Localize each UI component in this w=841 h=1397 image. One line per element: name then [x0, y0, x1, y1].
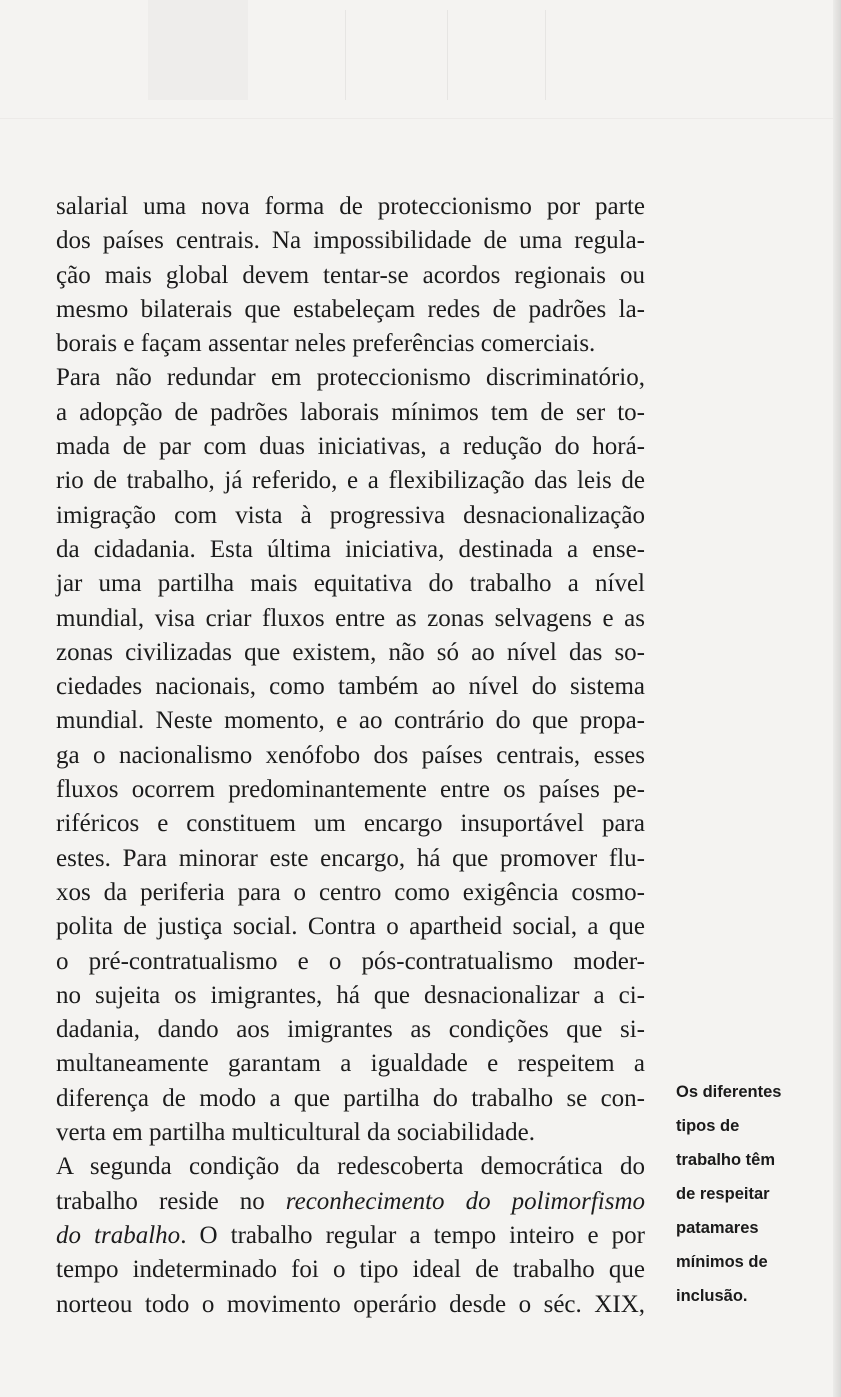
ghost-rule [0, 118, 841, 119]
margin-note-line: patamares [676, 1219, 759, 1237]
text-line: rio de trabalho, já referido, e a flexibilização das leis de [56, 467, 645, 495]
text-line: a adopção de padrões laborais mínimos tem de ser to- [56, 398, 645, 426]
text-line [56, 1219, 645, 1253]
text-line: Para não redundar em proteccionismo discriminatório, [56, 364, 645, 392]
text-line: ção mais global devem tentar-se acordos regionais ou [56, 261, 645, 289]
text-line: polita de justiça social. Contra o apartheid social, a que [56, 913, 645, 941]
ghost-block [148, 0, 248, 100]
text-line: da cidadania. Esta última iniciativa, destinada a ense- [56, 535, 645, 563]
margin-note-line: mínimos de [676, 1253, 768, 1271]
ghost-divider [545, 10, 546, 100]
body-text [56, 190, 645, 1322]
text-line: estes. Para minorar este encargo, há que promover flu- [56, 844, 645, 872]
reverse-page-show-through [0, 0, 841, 130]
emphasis-text: reconhecimento do polimorfismo [285, 1187, 645, 1215]
text-line: xos da periferia para o centro como exigência cosmo- [56, 878, 645, 906]
text-line: A segunda condição da redescoberta democrática do [56, 1153, 645, 1181]
text-line: salarial uma nova forma de proteccionismo por parte [56, 193, 645, 220]
margin-note-line: Os diferentes [676, 1083, 782, 1101]
text-line: mada de par com duas iniciativas, a redução do horá- [56, 433, 645, 461]
ghost-divider [345, 10, 346, 100]
text-line: riféricos e constituem um encargo insuportável para [56, 810, 645, 838]
text-line: mundial. Neste momento, e ao contrário do que propa- [56, 707, 645, 735]
text-line [56, 1185, 645, 1219]
margin-note-line: inclusão. [676, 1287, 748, 1305]
text-line: no sujeita os imigrantes, há que desnacionalizar a ci- [56, 981, 645, 1009]
text-line: mundial, visa criar fluxos entre as zonas selvagens e as [56, 604, 645, 632]
text-line: borais e façam assentar neles preferências comerciais. [56, 330, 596, 358]
text-line: imigração com vista à progressiva desnacionalização [56, 501, 645, 529]
page-edge-shadow [833, 0, 841, 1397]
text-line: dos países centrais. Na impossibilidade de uma regula- [56, 227, 645, 255]
text-line: o pré-contratualismo e o pós-contratualismo moder- [56, 947, 645, 975]
margin-note-line: de respeitar [676, 1185, 770, 1203]
text-line: tempo indeterminado foi o tipo ideal de trabalho que [56, 1256, 645, 1284]
text-line: ga o nacionalismo xenófobo dos países centrais, esses [56, 741, 645, 769]
margin-note-line: tipos de [676, 1117, 740, 1135]
text-line: dadania, dando aos imigrantes as condições que si- [56, 1016, 645, 1044]
text-line: jar uma partilha mais equitativa do trabalho a nível [56, 570, 645, 598]
emphasis-text: do trabalho [56, 1221, 181, 1249]
margin-note [676, 1075, 816, 1313]
text-line: zonas civilizadas que existem, não só ao nível das so- [56, 638, 645, 666]
text-line: multaneamente garantam a igualdade e respeitem a [56, 1050, 645, 1078]
margin-note-line: trabalho têm [676, 1151, 776, 1169]
text-segment: trabalho reside no [56, 1187, 286, 1215]
ghost-divider [447, 10, 448, 100]
text-segment: . O trabalho regular a tempo inteiro e por [180, 1221, 645, 1249]
text-line: mesmo bilaterais que estabeleçam redes de padrões la- [56, 295, 645, 323]
text-line: norteou todo o movimento operário desde o séc. XIX, [56, 1290, 645, 1318]
text-line: verta em partilha multicultural da sociabilidade. [56, 1119, 535, 1147]
text-line: fluxos ocorrem predominantemente entre os países pe- [56, 776, 645, 804]
text-line: diferença de modo a que partilha do trabalho se con- [56, 1084, 645, 1112]
text-line: ciedades nacionais, como também ao nível do sistema [56, 673, 645, 701]
